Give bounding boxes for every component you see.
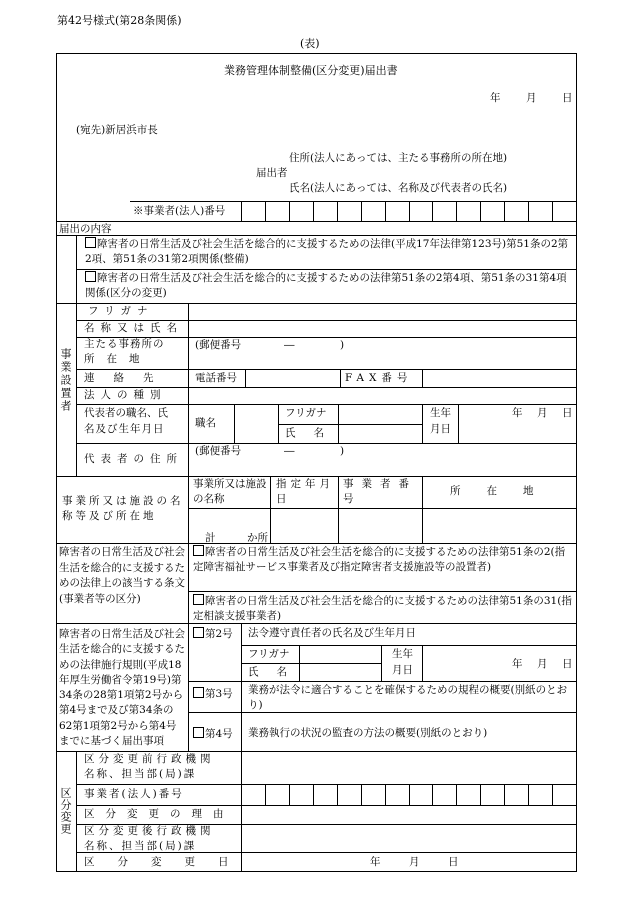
item-4-checkbox[interactable]	[193, 727, 233, 741]
new-agency-line2: 名称、担当部(局)課	[84, 840, 197, 852]
form-title: 業務管理体制整備(区分変更)届出書	[224, 64, 398, 77]
checkbox-icon[interactable]	[85, 271, 96, 282]
compliance-birth-year: 年	[512, 658, 523, 670]
form-number: 第42号様式(第28条関係)	[57, 14, 182, 27]
law-article-option-51-31[interactable]	[193, 594, 573, 624]
digit-cell-divider	[456, 201, 457, 222]
facilities-label: 事業所又は施設の名称等及び所在地	[62, 495, 184, 522]
item-3-text: 業務が法令に適合することを確保するための規程の概要(別紙のとおり)	[248, 684, 568, 711]
digit-cell-divider	[265, 201, 266, 222]
notification-option-change-text: 障害者の日常生活及び社会生活を総合的に支援するための法律第51条の2第4項、第51条の31第4項関係(区分の変更)	[85, 272, 567, 299]
compliance-name-label: 氏名	[248, 666, 305, 678]
item-2-checkbox[interactable]	[193, 627, 233, 641]
date-year-label: 年	[490, 92, 501, 104]
law-article-option-51-2[interactable]	[193, 545, 573, 575]
digit-cell-divider	[528, 201, 529, 222]
facility-total-unit: か所	[247, 532, 268, 544]
category-change-section-label: 区分変更	[59, 787, 72, 835]
new-agency-line1: 区分変更後行政機関	[84, 825, 215, 837]
enforcement-label: 障害者の日常生活及び社会生活を総合的に支援するための法律施行規則(平成18年厚生労働省令第19号)第34条の28第1項第2号から第4号まで及び第34条の62第1項第2号から第4号までに基づく届出事項	[59, 628, 185, 748]
item-2-label: 第2号	[205, 628, 233, 640]
item-4-text: 業務執行の状況の監査の方法の概要(別紙のとおり)	[248, 727, 488, 739]
digit-cell-divider	[504, 201, 505, 222]
digit-cell-divider	[313, 784, 314, 805]
digit-cell-divider	[385, 784, 386, 805]
date-day-label: 日	[562, 92, 573, 104]
business-number-label: ※事業者(法人)番号	[133, 205, 226, 217]
digit-cell-divider	[361, 201, 362, 222]
facility-total-label: 計	[205, 532, 216, 544]
corp-type-label: 法人の種別	[84, 389, 167, 401]
digit-cell-divider	[289, 784, 290, 805]
digit-cell-divider	[361, 784, 362, 805]
item-3-label: 第3号	[205, 688, 233, 700]
checkbox-icon[interactable]	[193, 687, 204, 698]
facility-name-header: 事業所又は施設の名称	[193, 478, 267, 505]
reason-label: 区分変更の理由	[84, 808, 235, 820]
digit-cell-divider	[480, 201, 481, 222]
digit-cell-divider	[504, 784, 505, 805]
office-label-line2: 所在地	[84, 353, 152, 365]
rep-postal-dash: ―	[284, 445, 295, 457]
digit-cell-divider	[409, 784, 410, 805]
digit-cell-divider	[385, 201, 386, 222]
checkbox-icon[interactable]	[85, 237, 96, 248]
digit-cell-divider	[337, 201, 338, 222]
checkbox-icon[interactable]	[193, 545, 204, 556]
notification-option-maintenance-text: 障害者の日常生活及び社会生活を総合的に支援するための法律(平成17年法律第123号)第51条の2第2項、第51条の31第2項関係(整備)	[85, 238, 569, 265]
checkbox-icon[interactable]	[193, 594, 204, 605]
rep-furigana-label: フリガナ	[285, 407, 327, 419]
rep-postal-label: (郵便番号	[195, 445, 242, 457]
rep-title-label: 職名	[195, 417, 216, 429]
checkbox-icon[interactable]	[193, 627, 204, 638]
postal-close: )	[340, 339, 345, 351]
digit-cell-divider	[528, 784, 529, 805]
law-article-option-51-31-text: 障害者の日常生活及び社会生活を総合的に支援するための法律第51条の31(指定相談支援事業者)	[193, 595, 572, 622]
date-month-label: 月	[526, 92, 537, 104]
digit-cell-divider	[552, 201, 553, 222]
facility-business-number-header: 事業者番号	[343, 478, 417, 505]
rep-birth-day: 日	[562, 407, 573, 419]
addressee: (宛先)新居浜市長	[76, 124, 158, 136]
compliance-birth-label-2: 月日	[392, 664, 413, 676]
rep-postal-close: )	[340, 445, 345, 457]
digit-cell-divider	[552, 784, 553, 805]
furigana-label: フリガナ	[88, 305, 154, 317]
item-2-text: 法令遵守責任者の氏名及び生年月日	[248, 627, 416, 639]
contact-label: 連絡先	[84, 372, 173, 384]
law-article-option-51-2-text: 障害者の日常生活及び社会生活を総合的に支援するための法律第51条の2(指定障害福祉サービス事業者及び指定障害者支援施設等の設置者)	[193, 546, 566, 573]
digit-cell-divider	[289, 201, 290, 222]
rep-birth-month: 月	[537, 407, 548, 419]
office-label-line1: 主たる事務所の	[84, 338, 165, 350]
compliance-birth-day: 日	[562, 658, 573, 670]
digit-cell-divider	[337, 784, 338, 805]
designation-date-header: 指定年月日	[276, 478, 334, 505]
prev-agency-line1: 区分変更前行政機関	[84, 753, 215, 765]
phone-label: 電話番号	[195, 372, 237, 384]
category-business-number-label: 事業者(法人)番号	[84, 788, 184, 800]
postal-dash: ―	[284, 339, 295, 351]
postal-label: (郵便番号	[195, 339, 242, 351]
change-date-label: 区分変更日	[84, 856, 252, 868]
rep-name-label: 氏名	[285, 427, 342, 439]
rep-address-label: 代表者の住所	[84, 453, 183, 465]
facility-location-header: 所在地	[450, 485, 560, 497]
rep-birth-label-2: 月日	[430, 423, 451, 435]
fax-label: FAX番号	[345, 372, 413, 384]
notifier-name-label: 氏名(法人にあっては、名称及び代表者の氏名)	[289, 182, 508, 194]
notifier-label: 届出者	[256, 167, 288, 179]
operator-section-label: 事業設置者	[59, 348, 72, 413]
digit-cell-divider	[432, 201, 433, 222]
digit-cell-divider	[480, 784, 481, 805]
digit-cell-divider	[265, 784, 266, 805]
item-4-label: 第4号	[205, 728, 233, 740]
change-date-year: 年	[370, 856, 381, 868]
rep-birth-year: 年	[512, 407, 523, 419]
digit-cell-divider	[313, 201, 314, 222]
compliance-birth-month: 月	[537, 658, 548, 670]
law-article-label: 障害者の日常生活及び社会生活を総合的に支援するための法律上の該当する条文(事業者等の区分)	[59, 546, 185, 605]
notifier-address-label: 住所(法人にあっては、主たる事務所の所在地)	[289, 152, 508, 164]
checkbox-icon[interactable]	[193, 727, 204, 738]
change-date-month: 月	[409, 856, 420, 868]
compliance-furigana-label: フリガナ	[248, 648, 290, 660]
digit-cell-divider	[432, 784, 433, 805]
prev-agency-line2: 名称、担当部(局)課	[84, 768, 197, 780]
compliance-birth-label-1: 生年	[392, 648, 413, 660]
notification-option-maintenance[interactable]	[85, 237, 573, 267]
side-label: (表)	[300, 37, 320, 50]
notification-content-label: 届出の内容	[59, 223, 112, 235]
item-3-checkbox[interactable]	[193, 687, 233, 701]
rep-label-line1: 代表者の職名、氏	[84, 407, 168, 419]
digit-cell-divider	[456, 784, 457, 805]
change-date-day: 日	[448, 856, 459, 868]
rep-birth-label-1: 生年	[430, 407, 451, 419]
name-label: 名称又は氏名	[84, 322, 183, 334]
digit-cell-divider	[409, 201, 410, 222]
rep-label-line2: 名及び生年月日	[84, 423, 165, 435]
notification-option-change[interactable]	[85, 271, 573, 301]
